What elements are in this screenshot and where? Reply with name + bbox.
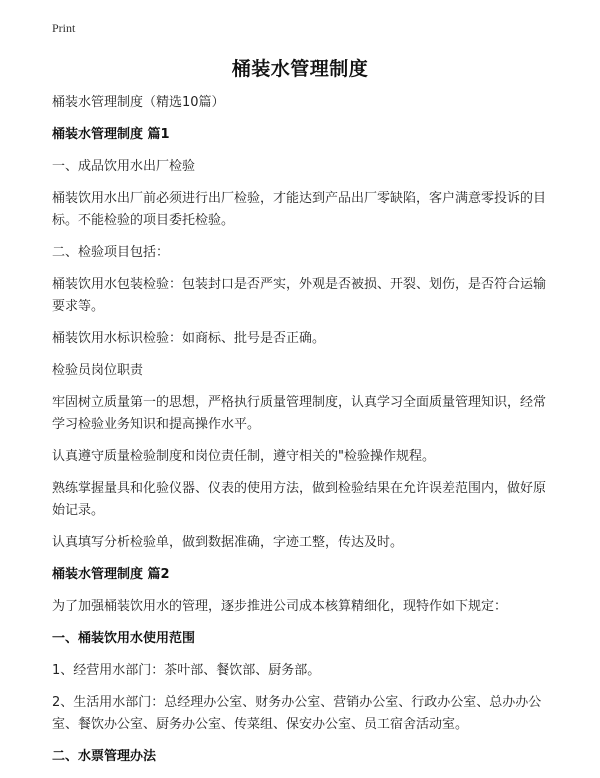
section-heading: 桶装水管理制度 篇1 [52, 127, 170, 142]
subsection-heading: 二、水票管理办法 [52, 749, 157, 764]
paragraph-subtitle: 桶装水管理制度（精选10篇） [52, 95, 225, 110]
paragraph: 桶装饮用水标识检验：如商标、批号是否正确。 [52, 331, 326, 346]
paragraph: 1、经营用水部门：茶叶部、餐饮部、厨务部。 [52, 663, 321, 678]
paragraph: 认真填写分析检验单，做到数据准确，字迹工整，传达及时。 [52, 535, 404, 550]
paragraph: 认真遵守质量检验制度和岗位责任制，遵守相关的"检验操作规程。 [52, 449, 435, 464]
paragraph: 二、检验项目包括： [52, 245, 170, 260]
print-label: Print [52, 21, 76, 35]
paragraph: 一、成品饮用水出厂检验 [52, 159, 196, 174]
section-heading: 桶装水管理制度 篇2 [52, 567, 170, 582]
paragraph: 2、生活用水部门：总经理办公室、财务办公室、营销办公室、行政办公室、总办办公室、餐饮办公室、厨务办公室、传菜组、保安办公室、员工宿舍活动室。 [52, 695, 542, 732]
paragraph: 为了加强桶装饮用水的管理，逐步推进公司成本核算精细化，现特作如下规定： [52, 599, 508, 614]
paragraph: 桶装饮用水包装检验：包装封口是否严实，外观是否被损、开裂、划伤，是否符合运输要求等。 [52, 277, 547, 314]
subsection-heading: 一、桶装饮用水使用范围 [52, 631, 196, 646]
paragraph: 桶装饮用水出厂前必须进行出厂检验，才能达到产品出厂零缺陷，客户满意零投诉的目标。不能检验的项目委托检验。 [52, 191, 547, 228]
document-body [52, 92, 552, 778]
document-title: 桶装水管理制度 [231, 58, 369, 80]
paragraph: 牢固树立质量第一的思想，严格执行质量管理制度，认真学习全面质量管理知识，经常学习检验业务知识和提高操作水平。 [52, 395, 547, 432]
paragraph: 熟练掌握量具和化验仪器、仪表的使用方法，做到检验结果在允许误差范围内，做好原始记录。 [52, 481, 547, 518]
paragraph: 检验员岗位职责 [52, 363, 144, 378]
